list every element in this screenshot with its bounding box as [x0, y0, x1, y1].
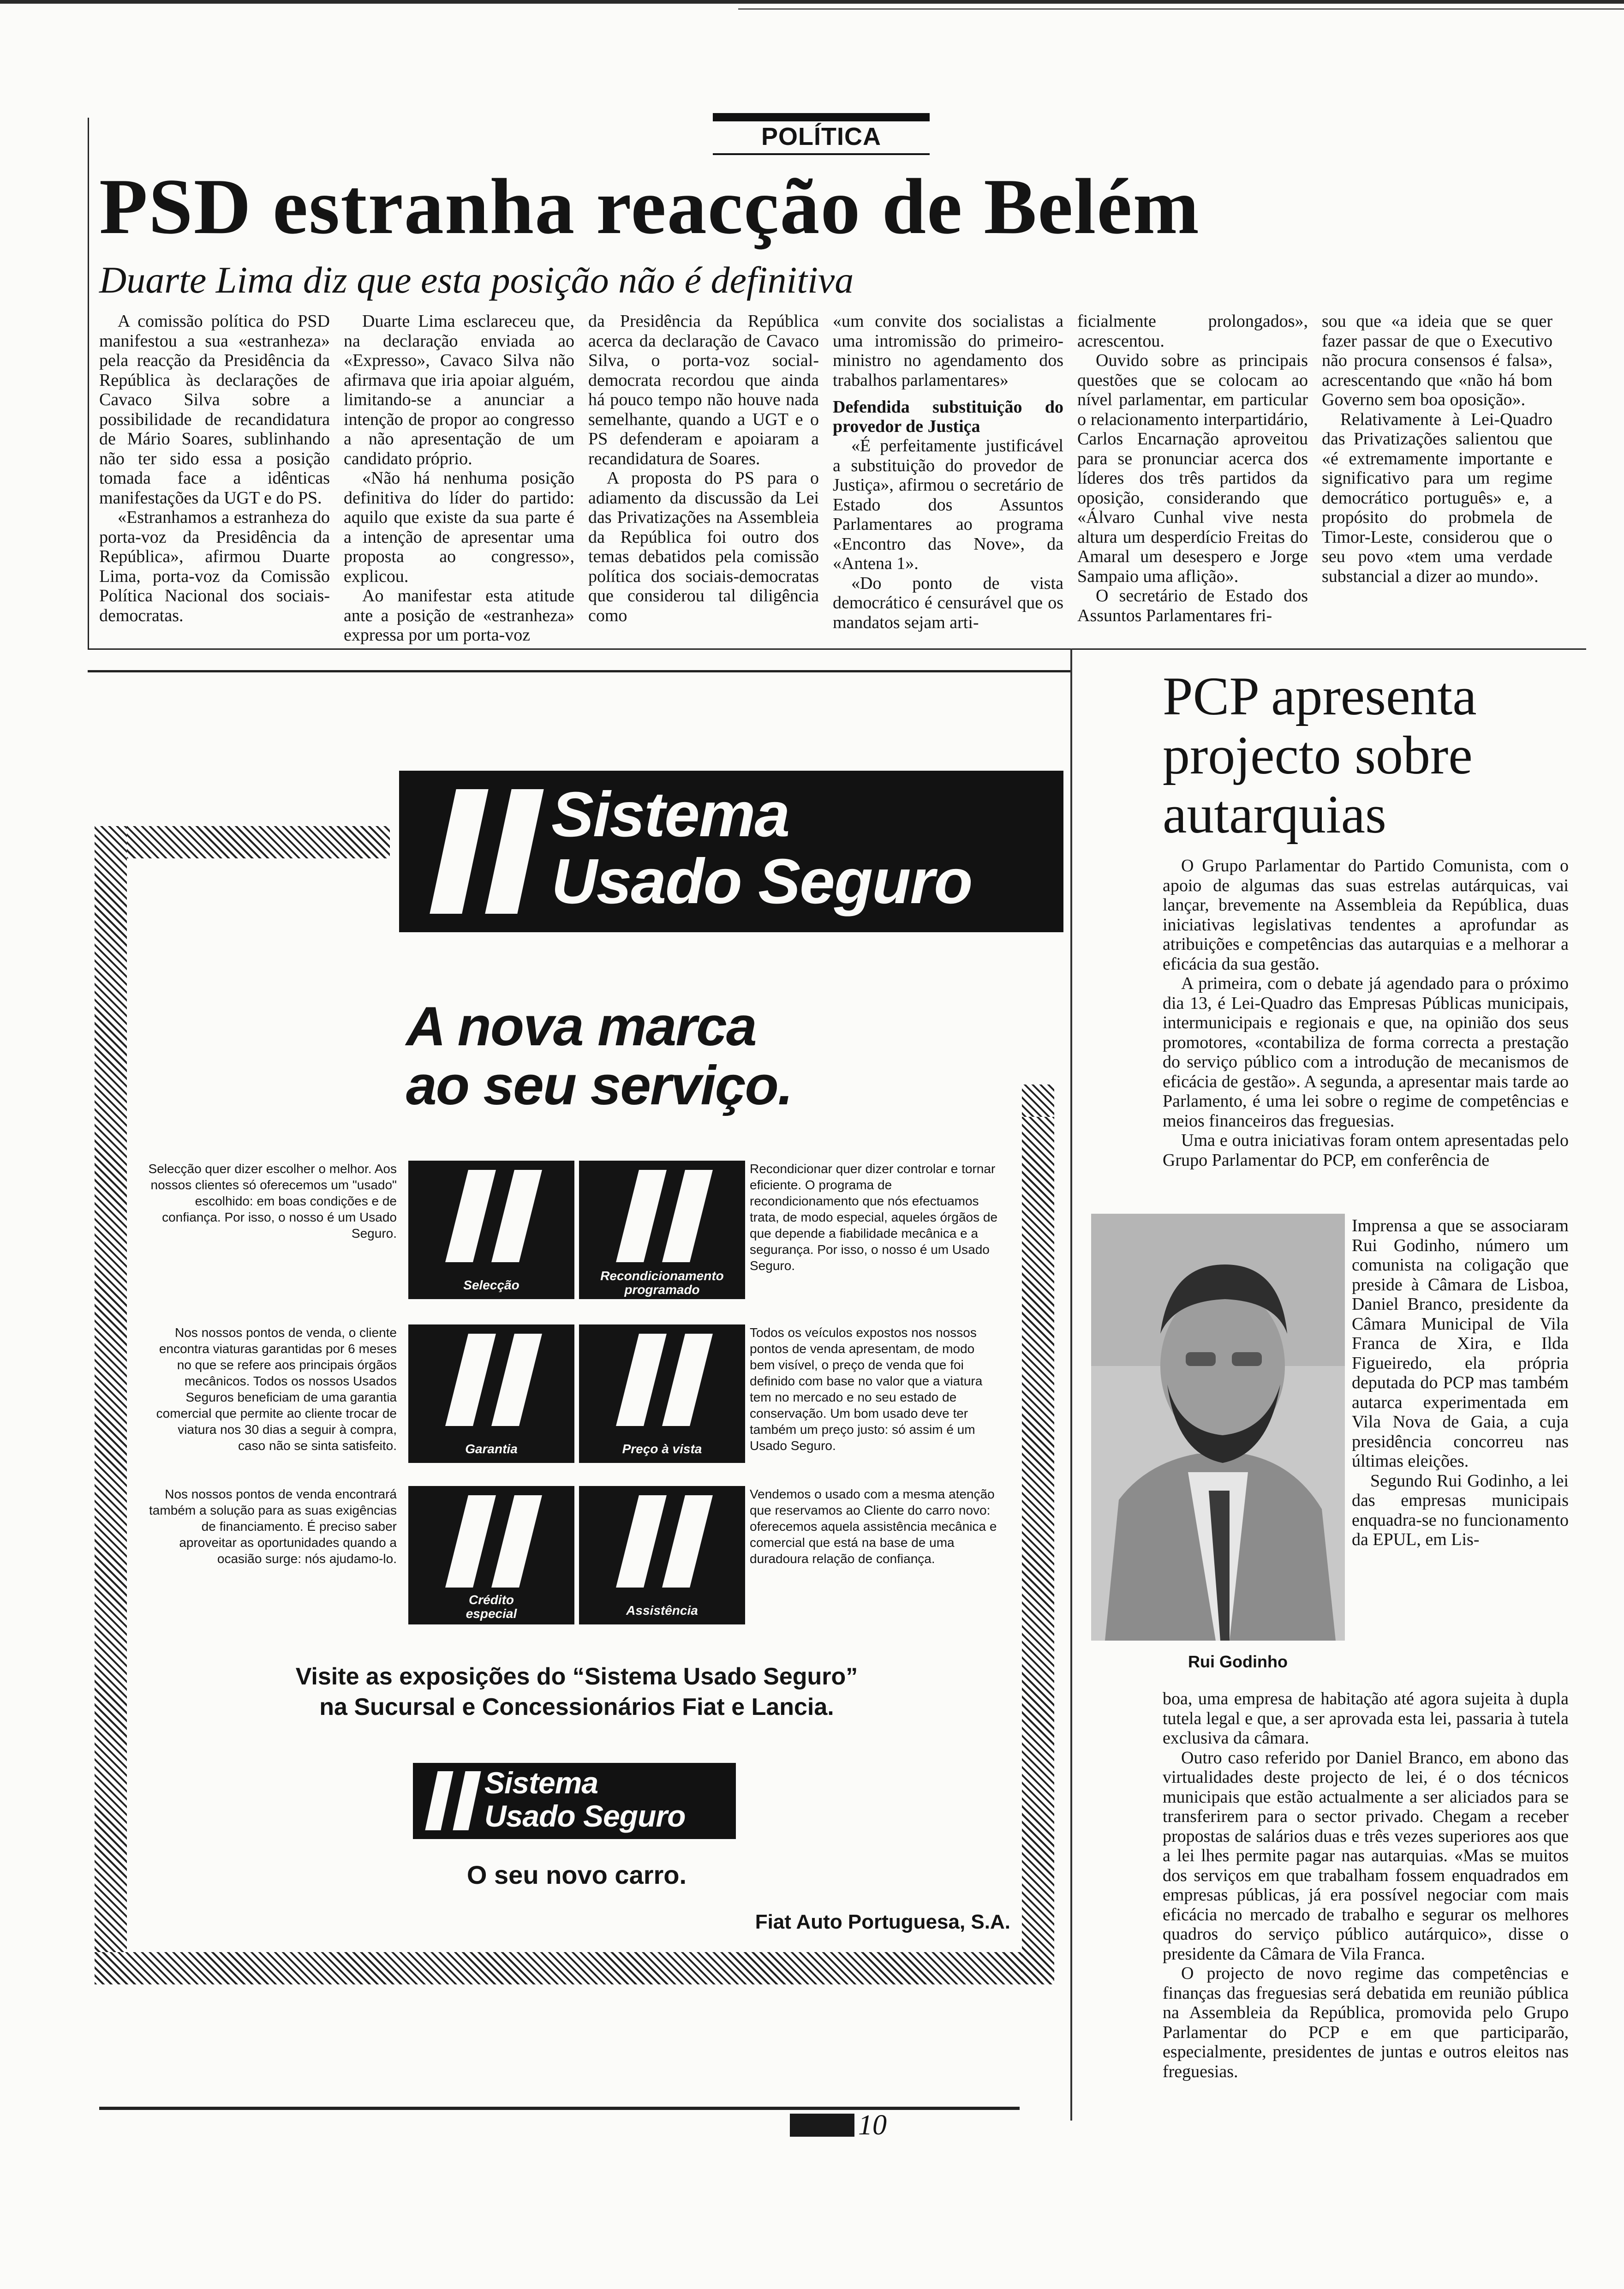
visit-line: Visite as exposições do “Sistema Usado Seguro” [295, 1663, 858, 1690]
headline-line: PCP apresenta [1163, 666, 1477, 726]
paragraph: O secretário de Estado dos Assuntos Parlamentares fri- [1077, 586, 1308, 625]
article1-crosshead: Defendida substituição do provedor de Justiça [833, 397, 1063, 436]
paragraph: A primeira, com o debate já agendado para o próximo dia 13, é Lei-Quadro das Empresas Públicas municipais, intermunicipais e regionais e que, na opinião dos seus promotores, «contabiliza de forma correcta a prestação do serviço público com a introdução de mecanismos de eficácia de gestão». A segunda, a apresentar mais tarde ao Parlamento, é uma lei sobre o regime de competências e meios financeiros das freguesias. [1163, 974, 1569, 1131]
paragraph: «É perfeitamente justificável a substituição do provedor de Justiça», afirmou o secretário de Estado dos Assuntos Parlamentares ao programa «Encontro das Nove», da «Antena 1». [833, 436, 1063, 573]
portrait-illustration [1091, 1214, 1345, 1641]
paragraph: boa, uma empresa de habitação até agora sujeita à dupla tutela legal e que, a ser aprovada esta lei, passaria à tutela exclusiva da câmara. [1163, 1689, 1569, 1748]
tile-label: Preço à vista [622, 1442, 702, 1456]
newspaper-logo-icon [790, 2114, 854, 2137]
top-edge-rule [0, 0, 1624, 4]
paragraph: O Grupo Parlamentar do Partido Comunista, com o apoio de algumas das suas estrelas autárquicas, vai lançar, brevemente na Assembleia da República, duas iniciativas legislativas tendentes a aprofundar as atribuições e competências das autarquias e a melhorar a eficácia da sua gestão. [1163, 856, 1569, 974]
page-number: 10 [858, 2109, 887, 2141]
article1-col2 [344, 312, 574, 645]
tile-bars [623, 1334, 706, 1426]
ad-text-recondicionamento: Recondicionar quer dizer controlar e tornar eficiente. O programa de recondicionamento que nós efectuamos trata, de modo especial, aqueles órgãos de que depende a fiabilidade mecânica e a segurança. Por isso, o nosso é um Usado Seguro. [750, 1162, 998, 1273]
article1-headline: PSD estranha reacção de Belém [99, 163, 1200, 251]
paragraph: «Do ponto de vista democrático é censurável que os mandatos sejam arti- [833, 573, 1063, 632]
tile-bars [452, 1334, 535, 1426]
logo-stripe [430, 789, 488, 914]
ad-text-preco: Todos os veículos expostos nos nossos pontos de venda apresentam, de modo bem visível, o preço de venda que foi definido com base no valor que a viatura tem no mercado e no seu estado de conservação. Um bom usado deve ter também um preço justo: só assim é um Usado Seguro. [750, 1325, 983, 1453]
ad-text-assistencia: Vendemos o usado com a mesma atenção que reservamos ao Cliente do carro novo: oferecemos aquela assistência mecânica e comercial que está na base de uma duradoura relação de confiança. [750, 1487, 997, 1566]
photo-caption: Rui Godinho [1188, 1652, 1288, 1671]
tile-selecao [408, 1161, 574, 1299]
ad-text-credito: Nos nossos pontos de venda encontrará também a solução para as suas exigências de financiamento. É preciso saber aproveitar as oportunidades quando a ocasião surge: nós ajudamo-lo. [149, 1487, 397, 1566]
slogan-line: A nova marca [406, 995, 756, 1057]
tile-bars [452, 1495, 535, 1588]
paragraph: A proposta do PS para o adiamento da discussão da Lei das Privatizações na Assembleia da República foi outro dos temas debatidos pela comissão política dos sociais-democratas que considerou tal diligência como [588, 468, 819, 625]
tile-label: Garantia [465, 1442, 518, 1456]
section-underline [713, 153, 930, 155]
article1-col5 [1077, 312, 1308, 625]
article1-col4 [833, 312, 1063, 632]
paragraph: Uma e outra iniciativas foram ontem apresentadas pelo Grupo Parlamentar do PCP, em conferência de [1163, 1131, 1569, 1170]
tile-preco [579, 1324, 745, 1463]
logo-line2: Usado Seguro [484, 1799, 686, 1833]
paragraph: Imprensa a que se associaram Rui Godinho, número um comunista na coligação que preside à Câmara de Lisboa, Daniel Branco, presidente da Câmara Municipal de Vila Franca de Xira, e Ilda Figueiredo, ela própria deputada do PCP mas também autarca experimentada em Vila Nova de Gaia, a cuja presidência concorreu nas últimas eleições. [1352, 1216, 1569, 1471]
paragraph: «Estranhamos a estranheza do porta-voz da Presidência da República», afirmou Duarte Lima, porta-voz da Comissão Política Nacional dos sociais-democratas. [99, 508, 330, 625]
paragraph: ficialmente prolongados», acrescentou. [1077, 312, 1308, 351]
ad-company: Fiat Auto Portuguesa, S.A. [755, 1911, 1010, 1933]
photo-rui-godinho [1091, 1214, 1345, 1641]
tile-recondicionamento [579, 1161, 745, 1299]
tile-label: Crédito [469, 1593, 514, 1607]
paragraph: sou que «a ideia que se quer fazer passar de que o Executivo não procura consensos é falsa», acrescentando que «não há bom Governo sem boa oposição». [1322, 312, 1552, 409]
paragraph: Relativamente à Lei-Quadro das Privatizações salientou que «é extremamente importante e significativo para um regime democrático português» e, a propósito do probmela de Timor-Leste, considerou que o seu povo «tem uma verdade substancial a dizer ao mundo». [1322, 409, 1552, 586]
paragraph: Ao manifestar esta atitude ante a posição de «estranheza» expressa por um porta-voz [344, 586, 574, 645]
logo-line1: Sistema [551, 779, 789, 850]
top-thin-rule [738, 8, 1624, 10]
ad-tagline: O seu novo carro. [466, 1860, 687, 1889]
paragraph: da Presidência da República acerca da declaração de Cavaco Silva, o porta-voz social-democrata recordou que ainda há pouco tempo não houve nada semelhante, quando a UGT e o PS defenderam e apoiaram a recandidatura de Soares. [588, 312, 819, 468]
ad-arrow-frame-right [1022, 1085, 1054, 1980]
ad-text-garantia: Nos nossos pontos de venda, o cliente encontra viaturas garantidas por 6 meses no que se refere aos principais órgãos mecânicos. Todos os nossos Usados Seguros beneficiam de uma garantia comercial que permite ao cliente trocar de viatura nos 30 dias a seguir à compra, caso não se sinta satisfeito. [156, 1325, 397, 1453]
ad-visit-text [185, 1661, 969, 1722]
tile-bars [623, 1495, 706, 1588]
logo-line2: Usado Seguro [551, 846, 972, 917]
paragraph: Ouvido sobre as principais questões que se colocam ao nível parlamentar, em particular o relacionamento interpartidário, Carlos Encarnação aproveitou para se pronunciar acerca dos líderes dos três partidos da oposição, considerando que «Álvaro Cunhal vive nesta altura um desperdício Freitas do Amaral um desespero e Jorge Sampaio uma aflição». [1077, 351, 1308, 586]
tile-label: programado [624, 1282, 700, 1297]
ad-arrow-frame-left [95, 826, 127, 1980]
paragraph: A comissão política do PSD manifestou a sua «estranheza» pela reacção da Presidência da República às declarações de Cavaco Silva sobre a possibilidade de recandidatura de Mário Soares, sublinhando não ter sido essa a posição tomada face a idênticas manifestações da UGT e do PS. [99, 312, 330, 508]
tile-label: Assistência [626, 1603, 698, 1618]
article2-headline [1163, 667, 1578, 844]
slogan-line: ao seu serviço. [406, 1055, 793, 1116]
tile-label: Recondicionamento [600, 1269, 724, 1283]
tile-label: Selecção [463, 1278, 519, 1292]
tile-garantia [408, 1324, 574, 1463]
tile-bars [623, 1170, 706, 1262]
headline-line: autarquias [1163, 784, 1386, 845]
paragraph: Outro caso referido por Daniel Branco, em abono das virtualidades deste projecto de lei, é o dos técnicos municipais que estão actualmente a ser aliciados para se transferirem para o sector privado. Chegam a receber propostas de salários duas e três vezes superiores aos que a lei lhes permite pagar nas autarquias. «Mas se muitos dos serviços em que trabalham fossem enquadrados em empresas públicas, já era possível negociar com mais eficácia no mercado de trabalho e segurar os melhores quadros do serviço público autárquico», disse o presidente da Câmara de Vila Franca. [1163, 1748, 1569, 1964]
ad-text-selecao: Selecção quer dizer escolher o melhor. Aos nossos clientes só oferecemos um "usado" escolhido: em boas condições e de confiança. Por isso, o nosso é um Usado Seguro. [148, 1162, 397, 1240]
ad-slogan [406, 997, 792, 1115]
ad-arrow-frame-bottom [95, 1952, 1054, 1984]
article2-body-side [1352, 1216, 1569, 1550]
paragraph: «Não há nenhuma posição definitiva do líder do partido: aquilo que existe da sua parte é a intenção de apresentar uma proposta ao congresso», explicou. [344, 468, 574, 586]
headline-line: projecto sobre [1163, 725, 1473, 785]
column-divider [1070, 648, 1072, 2121]
ad-logo-small [413, 1763, 736, 1839]
paragraph: O projecto de novo regime das competências e finanças das freguesias será debatida em reunião pública na Assembleia da República, promovida pelo Grupo Parlamentar do PCP e em que participarão, especialmente, presidentes de juntas e outros eleitos nas freguesias. [1163, 1964, 1569, 2081]
logo-stripe [425, 1771, 453, 1830]
section-label: POLÍTICA [761, 123, 881, 150]
article1-subhead: Duarte Lima diz que esta posição não é definitiva [99, 259, 854, 301]
article1-columns [99, 312, 1557, 644]
visit-line: na Sucursal e Concessionários Fiat e Lancia. [319, 1694, 834, 1720]
paragraph: «um convite dos socialistas a uma intromissão do primeiro-ministro no agendamento dos trabalhos parlamentares» [833, 312, 1063, 390]
logo-stripe [485, 789, 543, 914]
article1-col3 [588, 312, 819, 625]
paragraph: Segundo Rui Godinho, a lei das empresas municipais enquadra-se no funcionamento da EPUL, em Lis- [1352, 1471, 1569, 1549]
article2-body-bottom [1163, 1689, 1569, 2081]
section-bar [713, 113, 930, 121]
article2-body-top [1163, 856, 1569, 1170]
article1-col6 [1322, 312, 1552, 586]
tile-assistencia [579, 1486, 745, 1624]
tile-bars [452, 1170, 535, 1262]
ad-arrow-frame-top-left [95, 826, 390, 858]
middle-rule [88, 670, 1070, 672]
article1-col1 [99, 312, 330, 625]
paragraph: Duarte Lima esclareceu que, na declaração enviada ao «Expresso», Cavaco Silva não afirmava que iria apoiar alguém, limitando-se a anunciar a intenção de propor ao congresso a não apresentação de um candidato próprio. [344, 312, 574, 468]
logo-stripe [453, 1771, 481, 1830]
tile-label: especial [466, 1606, 517, 1621]
ad-logo-large [399, 771, 1063, 932]
logo-line1: Sistema [484, 1766, 598, 1800]
tile-credito [408, 1486, 574, 1624]
